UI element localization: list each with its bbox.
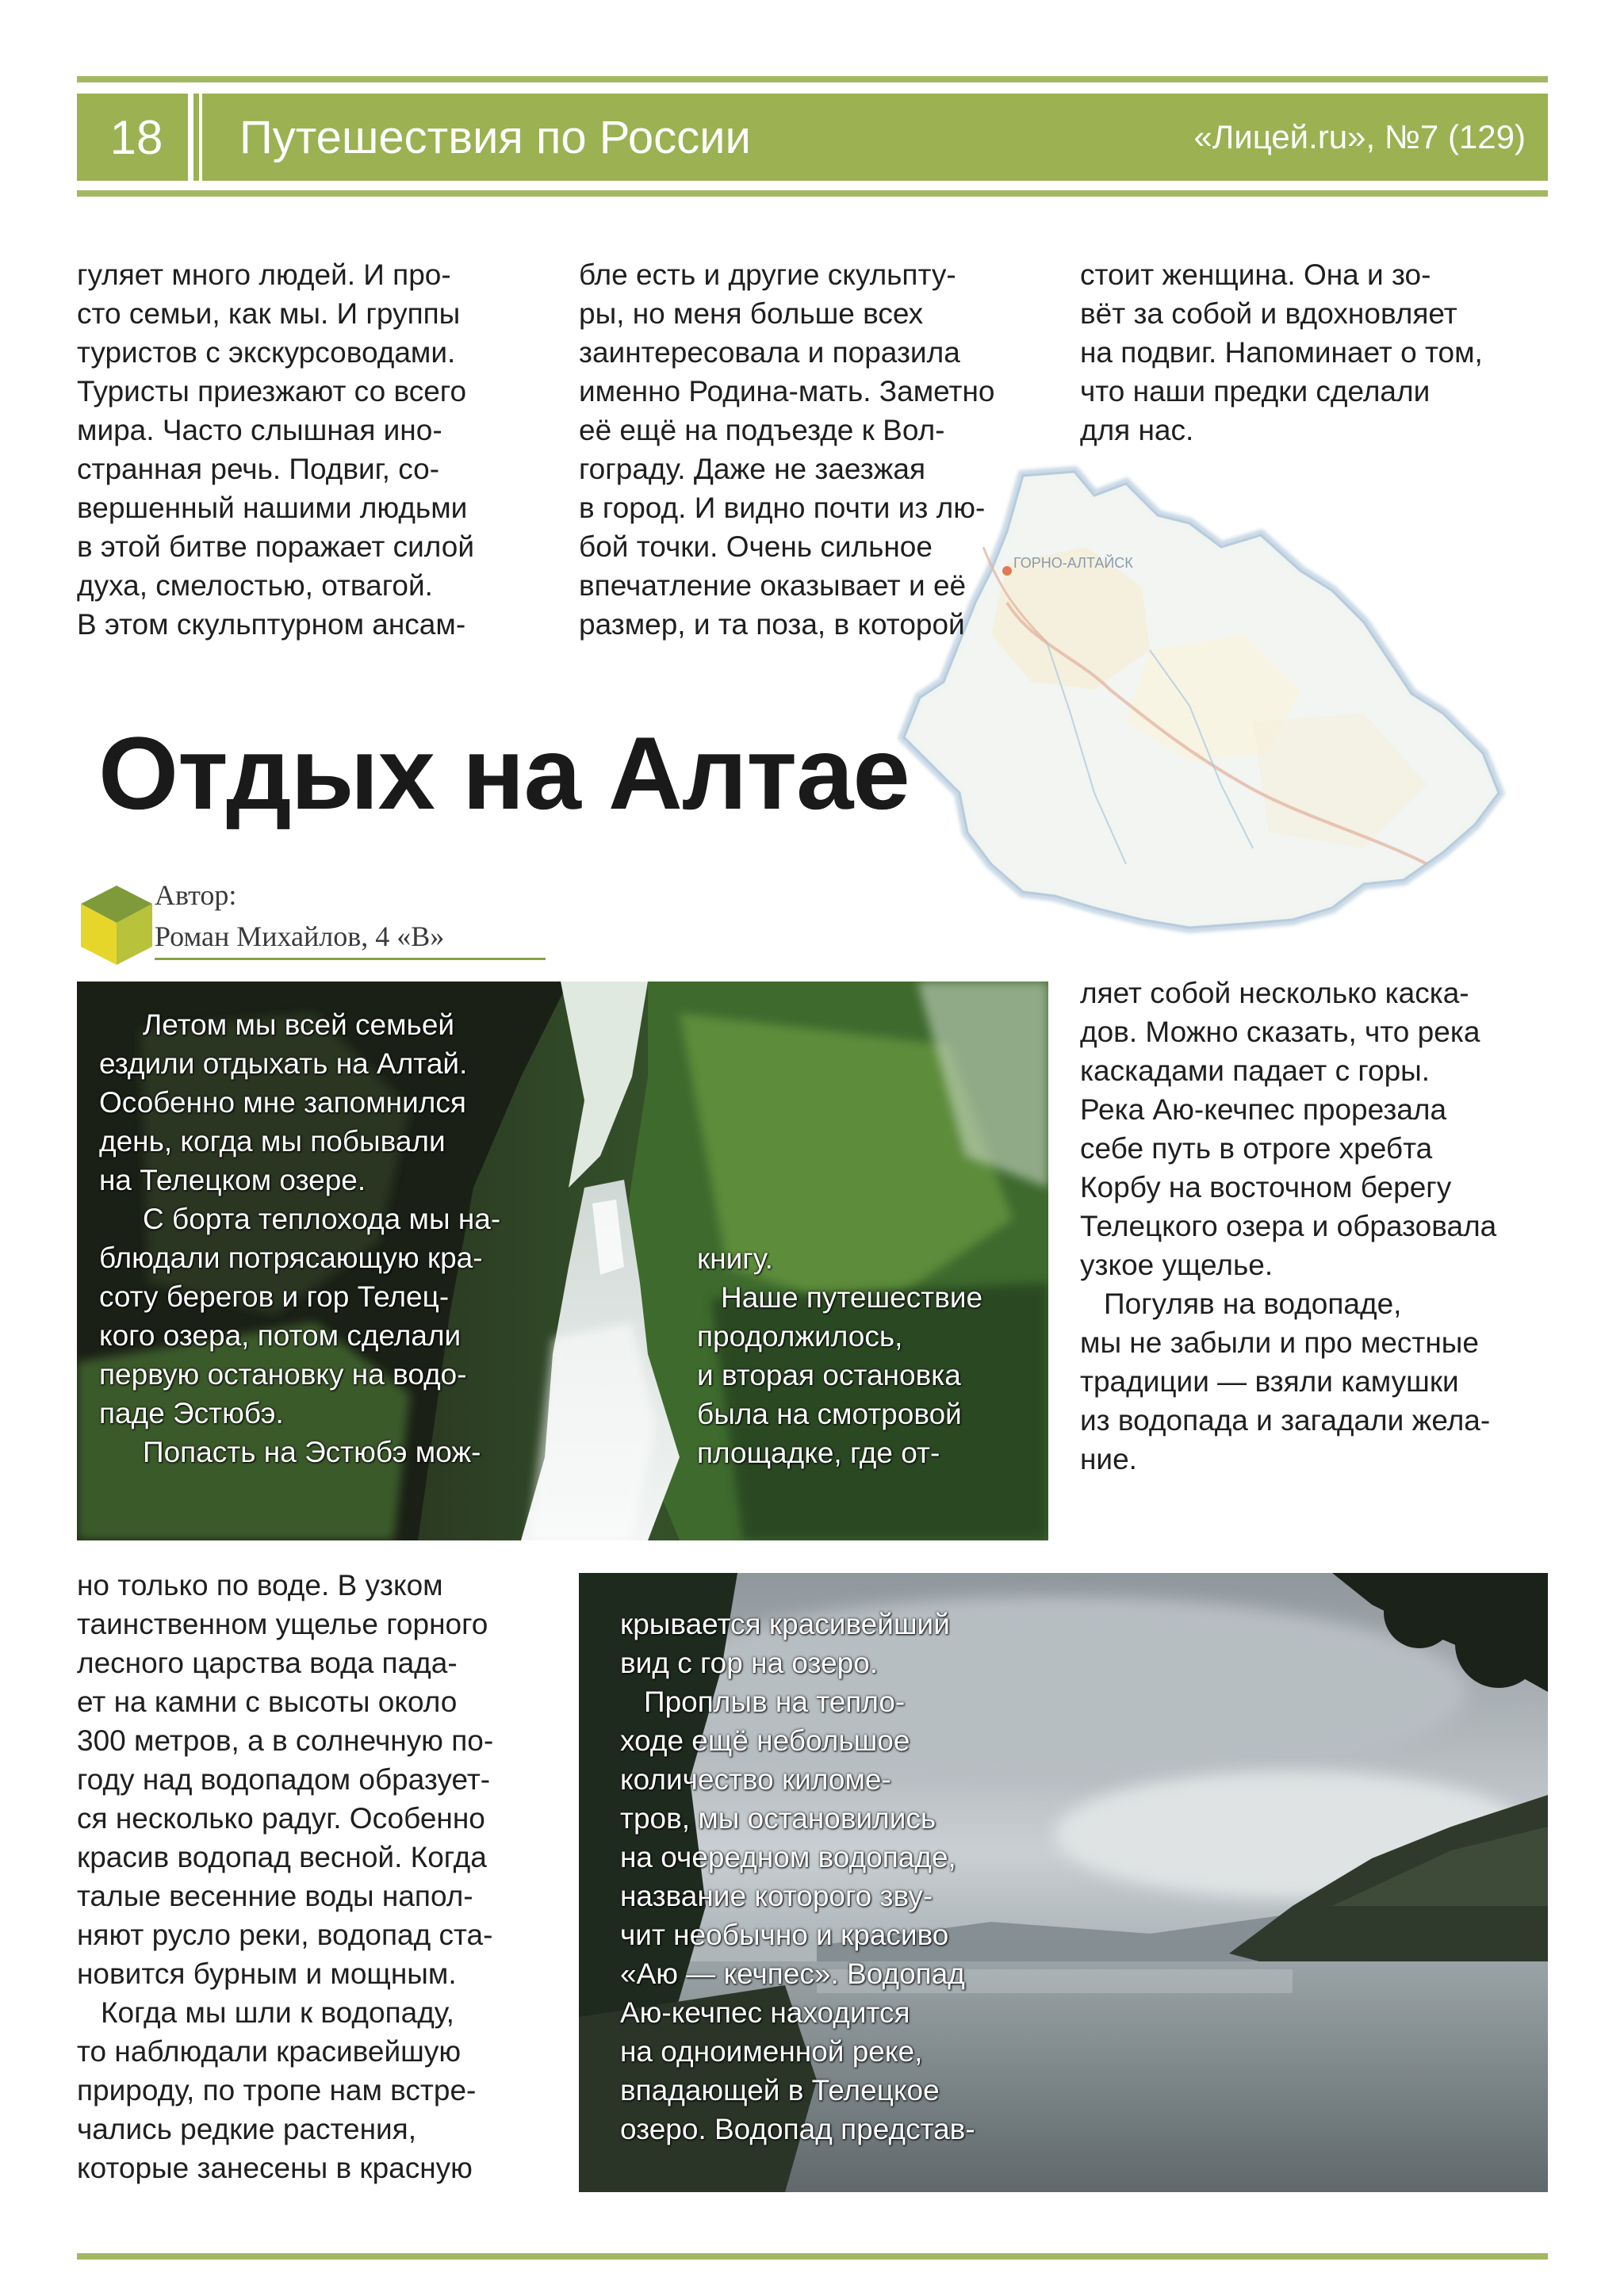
right-col-line: Корбу на восточном берегу	[1080, 1171, 1452, 1203]
photo2-text	[620, 1605, 1064, 2149]
cube-icon	[77, 882, 156, 969]
photo1-left-line: Летом мы всей семьей	[143, 1008, 455, 1041]
photo1-left-line: С борта теплохода мы на-	[143, 1203, 501, 1235]
photo2-line: Проплыв на тепло-	[644, 1686, 906, 1718]
bottom-left-line: красив водопад весной. Когда	[77, 1841, 487, 1873]
bottom-left-line: ся несколько радуг. Особенно	[77, 1802, 485, 1835]
intro-col2-line: гограду. Даже не заезжая	[579, 453, 926, 485]
intro-col3-line: стоит женщина. Она и зо-	[1080, 258, 1431, 291]
photo2-line: чит необычно и красиво	[620, 1919, 949, 1951]
intro-col2-line: ры, но меня больше всех	[579, 297, 924, 330]
bottom-left-line: которые занесены в красную	[77, 2152, 473, 2184]
intro-col2-line: бой точки. Очень сильное	[579, 530, 933, 563]
photo1-right-line: площадке, где от-	[697, 1437, 940, 1469]
bottom-left-column	[77, 1566, 553, 2187]
bottom-left-line: няют русло реки, водопад ста-	[77, 1919, 493, 1951]
intro-col3-line: для нас.	[1080, 414, 1194, 446]
intro-column-3	[1080, 255, 1548, 450]
photo1-right-text	[697, 1239, 1038, 1472]
intro-col3-line: вёт за собой и вдохновляет	[1080, 297, 1457, 330]
section-title: Путешествия по России	[239, 111, 751, 163]
right-col-line: дов. Можно сказать, что река	[1080, 1016, 1480, 1048]
bottom-rule	[77, 2253, 1548, 2260]
photo1-left-line: соту берегов и гор Телец-	[99, 1280, 450, 1313]
right-col-line: ляет собой несколько каска-	[1080, 977, 1469, 1009]
header-separator-right	[199, 94, 202, 181]
intro-col1-line: сто семьи, как мы. И группы	[77, 297, 461, 330]
photo2-line: на очередном водопаде,	[620, 1841, 956, 1873]
waterfall-photo	[77, 982, 1048, 1540]
photo1-left-line: кого озера, потом сделали	[99, 1319, 462, 1352]
right-col-line: себе путь в отроге хребта	[1080, 1132, 1433, 1165]
intro-col3-line: на подвиг. Напоминает о том,	[1080, 336, 1483, 369]
bottom-left-line: ет на камни с высоты около	[77, 1686, 458, 1718]
photo1-right-line: продолжилось,	[697, 1320, 903, 1353]
intro-col1-line: мира. Часто слышная ино-	[77, 414, 442, 446]
photo1-right-line: книгу.	[697, 1242, 773, 1275]
photo2-line: название которого зву-	[620, 1880, 933, 1912]
intro-col2-line: впечатление оказывает и её	[579, 569, 967, 602]
bottom-left-line: новится бурным и мощным.	[77, 1957, 457, 1990]
issue-label: «Лицей.ru», №7 (129)	[1193, 118, 1526, 155]
photo1-left-line: паде Эстюбэ.	[99, 1397, 284, 1429]
header-bottom-rule	[77, 190, 1548, 197]
right-col-line: Река Аю-кечпес прорезала	[1080, 1093, 1447, 1126]
photo1-left-line: на Телецком озере.	[99, 1164, 366, 1196]
photo1-left-line: день, когда мы побывали	[99, 1125, 446, 1158]
article-title: Отдых на Алтае	[98, 715, 910, 831]
right-col-line: традиции — взяли камушки	[1080, 1365, 1459, 1398]
photo1-right-line: и вторая остановка	[697, 1359, 961, 1391]
photo2-line: количество киломе-	[620, 1763, 891, 1796]
photo2-line: «Аю — кечпес». Водопад	[620, 1957, 965, 1990]
intro-col2-line: заинтересовала и поразила	[579, 336, 960, 369]
intro-col2-line: именно Родина-мать. Заметно	[579, 375, 995, 408]
photo2-line: тров, мы остановились	[620, 1802, 936, 1835]
author-label: Автор:	[155, 879, 237, 911]
right-col-line: мы не забыли и про местные	[1080, 1326, 1479, 1359]
bottom-left-line: году над водопадом образует-	[77, 1763, 491, 1796]
photo2-line: на одноименной реке,	[620, 2035, 923, 2068]
photo1-left-text	[99, 1005, 543, 1471]
author-underline	[155, 958, 546, 960]
intro-col2-line: размер, и та поза, в которой	[579, 608, 965, 641]
photo1-left-line: первую остановку на водо-	[99, 1358, 467, 1391]
intro-col1-line: Туристы приезжают со всего	[77, 375, 467, 408]
bottom-left-line: то наблюдали красивейшую	[77, 2035, 462, 2068]
intro-col1-line: странная речь. Подвиг, со-	[77, 453, 440, 485]
photo1-right-line: была на смотровой	[697, 1398, 962, 1430]
right-col-line: Погуляв на водопаде,	[1104, 1288, 1402, 1320]
intro-col1-line: туристов с экскурсоводами.	[77, 336, 456, 369]
photo2-line: впадающей в Телецкое	[620, 2074, 940, 2107]
map-city-label: ГОРНО-АЛТАЙСК	[1013, 555, 1133, 571]
photo1-left-line: блюдали потрясающую кра-	[99, 1242, 483, 1274]
right-col-line: из водопада и загадали жела-	[1080, 1404, 1491, 1437]
bottom-left-line: чались редкие растения,	[77, 2113, 416, 2145]
photo2-line: озеро. Водопад представ-	[620, 2113, 975, 2145]
lake-photo	[579, 1573, 1548, 2192]
intro-col2-line: бле есть и другие скульпту-	[579, 258, 956, 291]
intro-col2-line: её ещё на подъезде к Вол-	[579, 414, 945, 446]
bottom-left-line: Когда мы шли к водопаду,	[101, 1996, 454, 2029]
photo1-left-line: ездили отдыхать на Алтай.	[99, 1047, 468, 1080]
right-column-text	[1080, 974, 1548, 1479]
photo1-left-line: Особенно мне запомнился	[99, 1086, 466, 1119]
right-col-line: каскадами падает с горы.	[1080, 1054, 1431, 1087]
intro-col3-line: что наши предки сделали	[1080, 375, 1431, 408]
right-col-line: Телецкого озера и образовала	[1080, 1210, 1497, 1242]
right-col-line: узкое ущелье.	[1080, 1249, 1274, 1281]
photo2-line: ходе ещё небольшое	[620, 1724, 910, 1757]
photo2-line: крывается красивейший	[620, 1608, 950, 1640]
intro-col1-line: духа, смелостью, отвагой.	[77, 569, 433, 602]
intro-col1-line: вершенный нашими людьми	[77, 492, 468, 524]
top-rule	[77, 76, 1548, 82]
intro-col1-line: В этом скульптурном ансам-	[77, 608, 466, 641]
page-number: 18	[109, 110, 163, 164]
photo2-line: вид с гор на озеро.	[620, 1647, 879, 1679]
right-col-line: ние.	[1080, 1443, 1137, 1475]
intro-col1-line: гуляет много людей. И про-	[77, 258, 451, 291]
bottom-left-line: таинственном ущелье горного	[77, 1608, 488, 1640]
intro-col1-line: в этой битве поражает силой	[77, 530, 475, 563]
photo2-line: Аю-кечпес находится	[620, 1996, 910, 2029]
author-name: Роман Михайлов, 4 «В»	[155, 920, 445, 952]
bottom-left-line: природу, по тропе нам встре-	[77, 2074, 477, 2107]
bottom-left-line: 300 метров, а в солнечную по-	[77, 1724, 494, 1757]
intro-column-1	[77, 255, 545, 644]
bottom-left-line: но только по воде. В узком	[77, 1569, 443, 1601]
intro-col2-line: в город. И видно почти из лю-	[579, 492, 986, 524]
photo1-right-line: Наше путешествие	[721, 1281, 983, 1314]
bottom-left-line: талые весенние воды напол-	[77, 1880, 473, 1912]
intro-column-2	[579, 255, 1055, 644]
photo1-left-line: Попасть на Эстюбэ мож-	[143, 1436, 481, 1468]
bottom-left-line: лесного царства вода пада-	[77, 1647, 458, 1679]
